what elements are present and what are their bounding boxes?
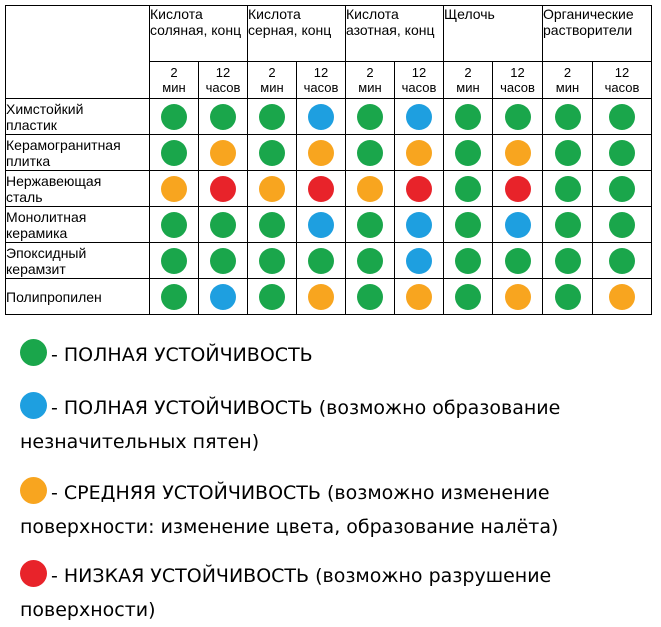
rating-cell <box>150 207 199 243</box>
table-body <box>6 99 652 315</box>
rating-dot-red <box>406 176 432 202</box>
material-name: Эпоксидный керамзит <box>6 243 150 279</box>
legend-item <box>20 338 650 372</box>
rating-cell <box>395 171 444 207</box>
rating-cell <box>248 279 297 315</box>
duration-unit: мин <box>358 80 382 95</box>
rating-dot-green <box>455 284 481 310</box>
rating-cell <box>593 99 652 135</box>
rating-dot-green <box>555 176 581 202</box>
rating-cell <box>543 207 593 243</box>
rating-dot-green <box>455 140 481 166</box>
rating-cell <box>199 279 248 315</box>
rating-dot-green <box>161 104 187 130</box>
rating-dot-green <box>609 212 635 238</box>
rating-dot-blue <box>308 212 334 238</box>
rating-cell <box>199 207 248 243</box>
rating-cell <box>395 279 444 315</box>
rating-dot-green <box>555 104 581 130</box>
table-row <box>6 243 652 279</box>
rating-cell <box>150 135 199 171</box>
legend-item <box>20 391 650 459</box>
legend-item <box>20 476 650 544</box>
duration-unit: мин <box>555 80 580 95</box>
rating-cell <box>346 99 395 135</box>
material-name: Химстойкий пластик <box>6 99 150 135</box>
rating-cell <box>199 243 248 279</box>
rating-dot-orange <box>308 284 334 310</box>
duration-unit: часов <box>205 80 241 95</box>
rating-dot-red <box>308 176 334 202</box>
rating-cell <box>395 207 444 243</box>
duration-header <box>444 62 493 99</box>
rating-dot-green <box>357 212 383 238</box>
rating-dot-green <box>357 284 383 310</box>
duration-value: 12 <box>510 65 525 80</box>
duration-value: 2 <box>563 65 572 80</box>
rating-cell <box>297 243 346 279</box>
rating-dot-orange <box>259 176 285 202</box>
table-row <box>6 171 652 207</box>
duration-header <box>297 62 346 99</box>
rating-cell <box>543 135 593 171</box>
rating-dot-green <box>259 212 285 238</box>
rating-cell <box>297 99 346 135</box>
rating-cell <box>493 243 543 279</box>
corner-cell <box>6 6 150 99</box>
table-row <box>6 207 652 243</box>
rating-dot-green <box>259 248 285 274</box>
rating-cell <box>150 171 199 207</box>
rating-dot-blue <box>210 284 236 310</box>
rating-dot-blue <box>308 104 334 130</box>
duration-unit: часов <box>401 80 437 95</box>
rating-dot-green <box>455 176 481 202</box>
group-header-row <box>6 6 652 62</box>
duration-header <box>543 62 593 99</box>
rating-dot-orange <box>505 284 531 310</box>
legend-text: - ПОЛНАЯ УСТОЙЧИВОСТЬ (возможно образование незначительных пятен) <box>20 397 561 453</box>
rating-dot-green <box>161 284 187 310</box>
rating-dot-green <box>609 248 635 274</box>
rating-dot-green <box>609 140 635 166</box>
rating-cell <box>395 243 444 279</box>
rating-dot-orange <box>161 176 187 202</box>
rating-cell <box>493 99 543 135</box>
rating-dot-orange <box>210 140 236 166</box>
rating-dot-green <box>210 248 236 274</box>
rating-cell <box>248 207 297 243</box>
rating-cell <box>444 243 493 279</box>
group-header: Кислота серная, конц <box>248 6 346 62</box>
rating-dot-blue <box>406 248 432 274</box>
legend-green-dot <box>20 339 47 366</box>
rating-cell <box>248 171 297 207</box>
rating-dot-blue <box>406 104 432 130</box>
rating-cell <box>593 207 652 243</box>
rating-cell <box>543 99 593 135</box>
rating-cell <box>150 279 199 315</box>
duration-unit: часов <box>604 80 640 95</box>
duration-value: 2 <box>268 65 276 80</box>
group-header: Органические растворители <box>543 6 652 62</box>
rating-cell <box>593 243 652 279</box>
rating-dot-green <box>505 248 531 274</box>
duration-header <box>199 62 248 99</box>
rating-dot-green <box>555 212 581 238</box>
table-row <box>6 279 652 315</box>
rating-dot-orange <box>357 176 383 202</box>
material-name: Полипропилен <box>6 279 150 315</box>
duration-header <box>248 62 297 99</box>
rating-cell <box>493 279 543 315</box>
rating-dot-green <box>308 248 334 274</box>
duration-value: 12 <box>313 65 329 80</box>
rating-cell <box>593 171 652 207</box>
rating-cell <box>444 171 493 207</box>
duration-value: 12 <box>614 65 630 80</box>
rating-dot-green <box>161 248 187 274</box>
rating-dot-green <box>259 284 285 310</box>
rating-dot-green <box>455 212 481 238</box>
duration-unit: мин <box>456 80 480 95</box>
duration-unit: часов <box>303 80 339 95</box>
rating-dot-green <box>555 248 581 274</box>
duration-value: 2 <box>170 65 178 80</box>
rating-cell <box>248 99 297 135</box>
legend-item <box>20 559 650 627</box>
rating-cell <box>543 171 593 207</box>
rating-dot-green <box>455 104 481 130</box>
rating-cell <box>346 279 395 315</box>
rating-dot-blue <box>406 212 432 238</box>
rating-cell <box>444 279 493 315</box>
rating-cell <box>444 207 493 243</box>
rating-cell <box>150 99 199 135</box>
rating-cell <box>297 207 346 243</box>
rating-cell <box>248 243 297 279</box>
rating-dot-green <box>555 140 581 166</box>
legend-red-dot <box>20 560 47 587</box>
rating-dot-green <box>259 140 285 166</box>
rating-cell <box>199 171 248 207</box>
rating-cell <box>444 135 493 171</box>
rating-cell <box>493 207 543 243</box>
duration-unit: мин <box>260 80 284 95</box>
rating-dot-green <box>210 212 236 238</box>
duration-unit: мин <box>162 80 186 95</box>
rating-dot-blue <box>505 212 531 238</box>
resistance-table <box>5 5 652 315</box>
duration-value: 2 <box>464 65 472 80</box>
rating-dot-green <box>161 212 187 238</box>
legend-text: - НИЗКАЯ УСТОЙЧИВОСТЬ (возможно разрушение поверхности) <box>20 565 552 621</box>
rating-cell <box>346 171 395 207</box>
rating-dot-green <box>609 176 635 202</box>
rating-dot-green <box>259 104 285 130</box>
rating-dot-red <box>505 176 531 202</box>
rating-cell <box>297 279 346 315</box>
legend-orange-dot <box>20 477 47 504</box>
rating-cell <box>248 135 297 171</box>
duration-value: 2 <box>366 65 374 80</box>
legend-blue-dot <box>20 392 47 419</box>
rating-cell <box>593 279 652 315</box>
rating-cell <box>199 99 248 135</box>
rating-dot-red <box>210 176 236 202</box>
rating-cell <box>297 135 346 171</box>
material-name: Монолитная керамика <box>6 207 150 243</box>
group-header: Кислота азотная, конц <box>346 6 444 62</box>
rating-cell <box>444 99 493 135</box>
rating-cell <box>346 207 395 243</box>
duration-header <box>150 62 199 99</box>
legend-text: - СРЕДНЯЯ УСТОЙЧИВОСТЬ (возможно изменение поверхности: изменение цвета, образование налёта) <box>20 482 559 538</box>
rating-dot-green <box>455 248 481 274</box>
rating-dot-orange <box>609 284 635 310</box>
table-row <box>6 99 652 135</box>
rating-cell <box>493 171 543 207</box>
rating-cell <box>493 135 543 171</box>
duration-header <box>395 62 444 99</box>
rating-dot-orange <box>505 140 531 166</box>
material-name: Нержавеющая сталь <box>6 171 150 207</box>
duration-header <box>346 62 395 99</box>
rating-dot-green <box>357 104 383 130</box>
rating-dot-green <box>210 104 236 130</box>
rating-dot-green <box>555 284 581 310</box>
rating-cell <box>395 135 444 171</box>
rating-cell <box>543 279 593 315</box>
rating-cell <box>297 171 346 207</box>
rating-dot-green <box>609 104 635 130</box>
group-header: Кислота соляная, конц <box>150 6 248 62</box>
rating-dot-green <box>357 248 383 274</box>
table-row <box>6 135 652 171</box>
rating-cell <box>543 243 593 279</box>
duration-value: 12 <box>411 65 427 80</box>
rating-cell <box>199 135 248 171</box>
rating-dot-orange <box>406 284 432 310</box>
duration-header <box>493 62 543 99</box>
rating-cell <box>346 135 395 171</box>
rating-cell <box>395 99 444 135</box>
rating-dot-orange <box>406 140 432 166</box>
rating-dot-green <box>505 104 531 130</box>
legend-text: - ПОЛНАЯ УСТОЙЧИВОСТЬ <box>51 344 313 366</box>
rating-dot-green <box>161 140 187 166</box>
rating-dot-orange <box>308 140 334 166</box>
material-name: Керамогранитная плитка <box>6 135 150 171</box>
duration-unit: часов <box>500 80 535 95</box>
rating-cell <box>346 243 395 279</box>
rating-dot-green <box>357 140 383 166</box>
duration-value: 12 <box>215 65 231 80</box>
rating-cell <box>150 243 199 279</box>
duration-header <box>593 62 652 99</box>
rating-cell <box>593 135 652 171</box>
group-header: Щелочь <box>444 6 543 62</box>
